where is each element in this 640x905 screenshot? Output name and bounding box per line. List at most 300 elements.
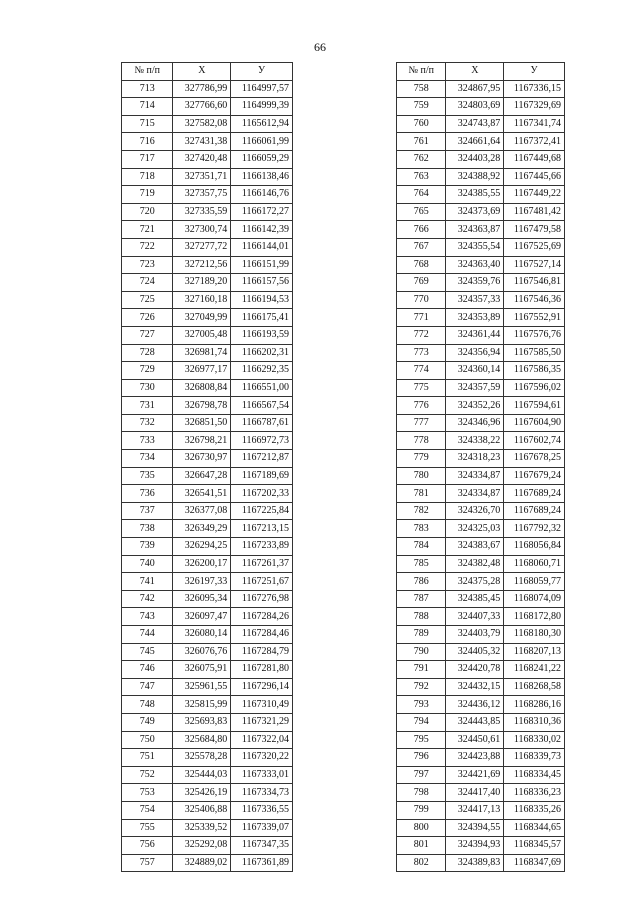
point-number-cell: 779 bbox=[397, 450, 446, 468]
point-number-cell: 790 bbox=[397, 643, 446, 661]
x-coordinate-cell: 325292,08 bbox=[173, 837, 231, 855]
x-coordinate-cell: 326294,25 bbox=[173, 538, 231, 556]
x-coordinate-cell: 325684,80 bbox=[173, 731, 231, 749]
point-number-cell: 741 bbox=[122, 573, 173, 591]
y-coordinate-cell: 1168056,84 bbox=[504, 538, 565, 556]
table-row bbox=[397, 133, 565, 151]
x-coordinate-cell: 324338,22 bbox=[446, 432, 504, 450]
y-coordinate-cell: 1164997,57 bbox=[231, 80, 293, 98]
coordinates-table-right bbox=[396, 62, 565, 872]
table-row bbox=[397, 678, 565, 696]
x-coordinate-cell: 324423,88 bbox=[446, 749, 504, 767]
table-row bbox=[122, 661, 293, 679]
y-coordinate-cell: 1167213,15 bbox=[231, 520, 293, 538]
x-coordinate-cell: 324325,03 bbox=[446, 520, 504, 538]
x-coordinate-cell: 324385,55 bbox=[446, 186, 504, 204]
y-coordinate-cell: 1168286,16 bbox=[504, 696, 565, 714]
table-row bbox=[122, 450, 293, 468]
point-number-cell: 734 bbox=[122, 450, 173, 468]
header-number: № п/п bbox=[122, 63, 173, 81]
y-coordinate-cell: 1168268,58 bbox=[504, 678, 565, 696]
y-coordinate-cell: 1167689,24 bbox=[504, 485, 565, 503]
x-coordinate-cell: 326798,21 bbox=[173, 432, 231, 450]
y-coordinate-cell: 1167449,68 bbox=[504, 150, 565, 168]
y-coordinate-cell: 1168339,73 bbox=[504, 749, 565, 767]
table-row bbox=[397, 837, 565, 855]
x-coordinate-cell: 324743,87 bbox=[446, 115, 504, 133]
x-coordinate-cell: 324407,33 bbox=[446, 608, 504, 626]
point-number-cell: 786 bbox=[397, 573, 446, 591]
point-number-cell: 795 bbox=[397, 731, 446, 749]
y-coordinate-cell: 1168334,45 bbox=[504, 766, 565, 784]
table-row bbox=[122, 819, 293, 837]
x-coordinate-cell: 324421,69 bbox=[446, 766, 504, 784]
point-number-cell: 787 bbox=[397, 590, 446, 608]
x-coordinate-cell: 327335,59 bbox=[173, 203, 231, 221]
point-number-cell: 772 bbox=[397, 326, 446, 344]
point-number-cell: 744 bbox=[122, 626, 173, 644]
x-coordinate-cell: 326349,29 bbox=[173, 520, 231, 538]
x-coordinate-cell: 324353,89 bbox=[446, 309, 504, 327]
y-coordinate-cell: 1166175,41 bbox=[231, 309, 293, 327]
x-coordinate-cell: 327212,56 bbox=[173, 256, 231, 274]
x-coordinate-cell: 325815,99 bbox=[173, 696, 231, 714]
y-coordinate-cell: 1167552,91 bbox=[504, 309, 565, 327]
y-coordinate-cell: 1167310,49 bbox=[231, 696, 293, 714]
y-coordinate-cell: 1167336,15 bbox=[504, 80, 565, 98]
x-coordinate-cell: 327431,38 bbox=[173, 133, 231, 151]
x-coordinate-cell: 327189,20 bbox=[173, 274, 231, 292]
table-row bbox=[397, 274, 565, 292]
y-coordinate-cell: 1167281,80 bbox=[231, 661, 293, 679]
table-row bbox=[122, 362, 293, 380]
x-coordinate-cell: 324375,28 bbox=[446, 573, 504, 591]
point-number-cell: 764 bbox=[397, 186, 446, 204]
x-coordinate-cell: 326075,91 bbox=[173, 661, 231, 679]
point-number-cell: 759 bbox=[397, 98, 446, 116]
table-row bbox=[122, 414, 293, 432]
point-number-cell: 751 bbox=[122, 749, 173, 767]
point-number-cell: 715 bbox=[122, 115, 173, 133]
header-number: № п/п bbox=[397, 63, 446, 81]
table-row bbox=[122, 749, 293, 767]
point-number-cell: 796 bbox=[397, 749, 446, 767]
table-row bbox=[397, 98, 565, 116]
y-coordinate-cell: 1167225,84 bbox=[231, 502, 293, 520]
table-row bbox=[122, 731, 293, 749]
point-number-cell: 727 bbox=[122, 326, 173, 344]
y-coordinate-cell: 1166292,35 bbox=[231, 362, 293, 380]
table-row bbox=[397, 238, 565, 256]
x-coordinate-cell: 327357,75 bbox=[173, 186, 231, 204]
point-number-cell: 729 bbox=[122, 362, 173, 380]
x-coordinate-cell: 325426,19 bbox=[173, 784, 231, 802]
y-coordinate-cell: 1168336,23 bbox=[504, 784, 565, 802]
x-coordinate-cell: 324403,28 bbox=[446, 150, 504, 168]
x-coordinate-cell: 324326,70 bbox=[446, 502, 504, 520]
point-number-cell: 733 bbox=[122, 432, 173, 450]
y-coordinate-cell: 1167546,81 bbox=[504, 274, 565, 292]
table-row bbox=[397, 379, 565, 397]
y-coordinate-cell: 1167261,37 bbox=[231, 555, 293, 573]
table-row bbox=[397, 713, 565, 731]
x-coordinate-cell: 324436,12 bbox=[446, 696, 504, 714]
point-number-cell: 735 bbox=[122, 467, 173, 485]
x-coordinate-cell: 324417,40 bbox=[446, 784, 504, 802]
point-number-cell: 783 bbox=[397, 520, 446, 538]
table-row bbox=[397, 467, 565, 485]
point-number-cell: 716 bbox=[122, 133, 173, 151]
x-coordinate-cell: 326076,76 bbox=[173, 643, 231, 661]
y-coordinate-cell: 1167449,22 bbox=[504, 186, 565, 204]
y-coordinate-cell: 1167284,26 bbox=[231, 608, 293, 626]
table-row bbox=[397, 608, 565, 626]
x-coordinate-cell: 325406,88 bbox=[173, 801, 231, 819]
y-coordinate-cell: 1167525,69 bbox=[504, 238, 565, 256]
table-row bbox=[122, 555, 293, 573]
table-row bbox=[122, 784, 293, 802]
table-row bbox=[122, 678, 293, 696]
y-coordinate-cell: 1168060,71 bbox=[504, 555, 565, 573]
x-coordinate-cell: 327420,48 bbox=[173, 150, 231, 168]
y-coordinate-cell: 1166138,46 bbox=[231, 168, 293, 186]
point-number-cell: 758 bbox=[397, 80, 446, 98]
x-coordinate-cell: 324388,92 bbox=[446, 168, 504, 186]
point-number-cell: 739 bbox=[122, 538, 173, 556]
point-number-cell: 757 bbox=[122, 854, 173, 872]
table-row bbox=[397, 362, 565, 380]
y-coordinate-cell: 1166193,59 bbox=[231, 326, 293, 344]
point-number-cell: 747 bbox=[122, 678, 173, 696]
y-coordinate-cell: 1167321,29 bbox=[231, 713, 293, 731]
table-row bbox=[122, 291, 293, 309]
y-coordinate-cell: 1167586,35 bbox=[504, 362, 565, 380]
y-coordinate-cell: 1167212,87 bbox=[231, 450, 293, 468]
table-row bbox=[122, 538, 293, 556]
y-coordinate-cell: 1168180,30 bbox=[504, 626, 565, 644]
table-row bbox=[397, 696, 565, 714]
header-y: У bbox=[504, 63, 565, 81]
y-coordinate-cell: 1167679,24 bbox=[504, 467, 565, 485]
table-row bbox=[122, 238, 293, 256]
x-coordinate-cell: 326377,08 bbox=[173, 502, 231, 520]
point-number-cell: 745 bbox=[122, 643, 173, 661]
x-coordinate-cell: 327300,74 bbox=[173, 221, 231, 239]
y-coordinate-cell: 1167322,04 bbox=[231, 731, 293, 749]
x-coordinate-cell: 324318,23 bbox=[446, 450, 504, 468]
point-number-cell: 754 bbox=[122, 801, 173, 819]
point-number-cell: 756 bbox=[122, 837, 173, 855]
y-coordinate-cell: 1166157,56 bbox=[231, 274, 293, 292]
table-row bbox=[122, 590, 293, 608]
x-coordinate-cell: 326977,17 bbox=[173, 362, 231, 380]
x-coordinate-cell: 326851,50 bbox=[173, 414, 231, 432]
header-x: Х bbox=[173, 63, 231, 81]
point-number-cell: 726 bbox=[122, 309, 173, 327]
table-row bbox=[122, 713, 293, 731]
point-number-cell: 742 bbox=[122, 590, 173, 608]
y-coordinate-cell: 1166567,54 bbox=[231, 397, 293, 415]
y-coordinate-cell: 1168074,09 bbox=[504, 590, 565, 608]
x-coordinate-cell: 327351,71 bbox=[173, 168, 231, 186]
y-coordinate-cell: 1166972,73 bbox=[231, 432, 293, 450]
y-coordinate-cell: 1167189,69 bbox=[231, 467, 293, 485]
y-coordinate-cell: 1167284,79 bbox=[231, 643, 293, 661]
y-coordinate-cell: 1167576,76 bbox=[504, 326, 565, 344]
y-coordinate-cell: 1168059,77 bbox=[504, 573, 565, 591]
table-row bbox=[397, 115, 565, 133]
y-coordinate-cell: 1167372,41 bbox=[504, 133, 565, 151]
x-coordinate-cell: 324420,78 bbox=[446, 661, 504, 679]
point-number-cell: 731 bbox=[122, 397, 173, 415]
table-row bbox=[122, 573, 293, 591]
x-coordinate-cell: 326080,14 bbox=[173, 626, 231, 644]
table-row bbox=[397, 819, 565, 837]
y-coordinate-cell: 1167585,50 bbox=[504, 344, 565, 362]
x-coordinate-cell: 327582,08 bbox=[173, 115, 231, 133]
x-coordinate-cell: 324383,67 bbox=[446, 538, 504, 556]
x-coordinate-cell: 327277,72 bbox=[173, 238, 231, 256]
y-coordinate-cell: 1167347,35 bbox=[231, 837, 293, 855]
y-coordinate-cell: 1167596,02 bbox=[504, 379, 565, 397]
x-coordinate-cell: 324334,87 bbox=[446, 485, 504, 503]
point-number-cell: 784 bbox=[397, 538, 446, 556]
y-coordinate-cell: 1167296,14 bbox=[231, 678, 293, 696]
point-number-cell: 797 bbox=[397, 766, 446, 784]
table-row bbox=[397, 309, 565, 327]
x-coordinate-cell: 326197,33 bbox=[173, 573, 231, 591]
table-row bbox=[397, 168, 565, 186]
y-coordinate-cell: 1167678,25 bbox=[504, 450, 565, 468]
y-coordinate-cell: 1167361,89 bbox=[231, 854, 293, 872]
point-number-cell: 765 bbox=[397, 203, 446, 221]
y-coordinate-cell: 1167481,42 bbox=[504, 203, 565, 221]
table-row bbox=[397, 291, 565, 309]
x-coordinate-cell: 324363,40 bbox=[446, 256, 504, 274]
table-row bbox=[397, 326, 565, 344]
x-coordinate-cell: 324389,83 bbox=[446, 854, 504, 872]
point-number-cell: 773 bbox=[397, 344, 446, 362]
y-coordinate-cell: 1167546,36 bbox=[504, 291, 565, 309]
x-coordinate-cell: 327005,48 bbox=[173, 326, 231, 344]
point-number-cell: 791 bbox=[397, 661, 446, 679]
table-row bbox=[122, 837, 293, 855]
point-number-cell: 768 bbox=[397, 256, 446, 274]
x-coordinate-cell: 324357,59 bbox=[446, 379, 504, 397]
table-row bbox=[397, 555, 565, 573]
table-row bbox=[397, 344, 565, 362]
table-row bbox=[122, 502, 293, 520]
table-row bbox=[397, 784, 565, 802]
y-coordinate-cell: 1167594,61 bbox=[504, 397, 565, 415]
x-coordinate-cell: 325578,28 bbox=[173, 749, 231, 767]
x-coordinate-cell: 324867,95 bbox=[446, 80, 504, 98]
point-number-cell: 781 bbox=[397, 485, 446, 503]
point-number-cell: 801 bbox=[397, 837, 446, 855]
y-coordinate-cell: 1165612,94 bbox=[231, 115, 293, 133]
table-row bbox=[122, 274, 293, 292]
point-number-cell: 785 bbox=[397, 555, 446, 573]
point-number-cell: 802 bbox=[397, 854, 446, 872]
point-number-cell: 740 bbox=[122, 555, 173, 573]
x-coordinate-cell: 326095,34 bbox=[173, 590, 231, 608]
point-number-cell: 799 bbox=[397, 801, 446, 819]
x-coordinate-cell: 324361,44 bbox=[446, 326, 504, 344]
point-number-cell: 737 bbox=[122, 502, 173, 520]
y-coordinate-cell: 1167527,14 bbox=[504, 256, 565, 274]
x-coordinate-cell: 326200,17 bbox=[173, 555, 231, 573]
x-coordinate-cell: 326647,28 bbox=[173, 467, 231, 485]
table-row bbox=[122, 608, 293, 626]
point-number-cell: 777 bbox=[397, 414, 446, 432]
x-coordinate-cell: 325444,03 bbox=[173, 766, 231, 784]
y-coordinate-cell: 1166144,01 bbox=[231, 238, 293, 256]
point-number-cell: 769 bbox=[397, 274, 446, 292]
table-row bbox=[397, 221, 565, 239]
table-row bbox=[122, 344, 293, 362]
x-coordinate-cell: 324360,14 bbox=[446, 362, 504, 380]
x-coordinate-cell: 324889,02 bbox=[173, 854, 231, 872]
y-coordinate-cell: 1167276,98 bbox=[231, 590, 293, 608]
table-row bbox=[122, 766, 293, 784]
x-coordinate-cell: 327160,18 bbox=[173, 291, 231, 309]
y-coordinate-cell: 1167792,32 bbox=[504, 520, 565, 538]
x-coordinate-cell: 324450,61 bbox=[446, 731, 504, 749]
y-coordinate-cell: 1166172,27 bbox=[231, 203, 293, 221]
x-coordinate-cell: 326808,84 bbox=[173, 379, 231, 397]
point-number-cell: 713 bbox=[122, 80, 173, 98]
point-number-cell: 728 bbox=[122, 344, 173, 362]
y-coordinate-cell: 1168241,22 bbox=[504, 661, 565, 679]
table-row bbox=[397, 590, 565, 608]
table-row bbox=[122, 203, 293, 221]
x-coordinate-cell: 324432,15 bbox=[446, 678, 504, 696]
point-number-cell: 719 bbox=[122, 186, 173, 204]
point-number-cell: 775 bbox=[397, 379, 446, 397]
table-row bbox=[397, 731, 565, 749]
point-number-cell: 755 bbox=[122, 819, 173, 837]
x-coordinate-cell: 324373,69 bbox=[446, 203, 504, 221]
point-number-cell: 798 bbox=[397, 784, 446, 802]
table-row bbox=[122, 256, 293, 274]
point-number-cell: 718 bbox=[122, 168, 173, 186]
point-number-cell: 730 bbox=[122, 379, 173, 397]
x-coordinate-cell: 324346,96 bbox=[446, 414, 504, 432]
x-coordinate-cell: 325693,83 bbox=[173, 713, 231, 731]
x-coordinate-cell: 326981,74 bbox=[173, 344, 231, 362]
table-row bbox=[122, 168, 293, 186]
point-number-cell: 760 bbox=[397, 115, 446, 133]
y-coordinate-cell: 1167339,07 bbox=[231, 819, 293, 837]
point-number-cell: 720 bbox=[122, 203, 173, 221]
y-coordinate-cell: 1168345,57 bbox=[504, 837, 565, 855]
y-coordinate-cell: 1166142,39 bbox=[231, 221, 293, 239]
table-row bbox=[122, 133, 293, 151]
y-coordinate-cell: 1168344,65 bbox=[504, 819, 565, 837]
table-row bbox=[122, 80, 293, 98]
table-row bbox=[397, 432, 565, 450]
y-coordinate-cell: 1168310,36 bbox=[504, 713, 565, 731]
table-row bbox=[122, 115, 293, 133]
y-coordinate-cell: 1166146,76 bbox=[231, 186, 293, 204]
x-coordinate-cell: 324382,48 bbox=[446, 555, 504, 573]
table-row bbox=[122, 98, 293, 116]
table-row bbox=[397, 203, 565, 221]
point-number-cell: 792 bbox=[397, 678, 446, 696]
point-number-cell: 748 bbox=[122, 696, 173, 714]
point-number-cell: 794 bbox=[397, 713, 446, 731]
x-coordinate-cell: 327049,99 bbox=[173, 309, 231, 327]
point-number-cell: 800 bbox=[397, 819, 446, 837]
y-coordinate-cell: 1167333,01 bbox=[231, 766, 293, 784]
coordinates-table-left bbox=[121, 62, 293, 872]
x-coordinate-cell: 324394,55 bbox=[446, 819, 504, 837]
x-coordinate-cell: 325339,52 bbox=[173, 819, 231, 837]
x-coordinate-cell: 324359,76 bbox=[446, 274, 504, 292]
y-coordinate-cell: 1166787,61 bbox=[231, 414, 293, 432]
point-number-cell: 732 bbox=[122, 414, 173, 432]
table-row bbox=[397, 414, 565, 432]
point-number-cell: 762 bbox=[397, 150, 446, 168]
y-coordinate-cell: 1166061,99 bbox=[231, 133, 293, 151]
point-number-cell: 778 bbox=[397, 432, 446, 450]
x-coordinate-cell: 324356,94 bbox=[446, 344, 504, 362]
table-row bbox=[122, 221, 293, 239]
table-row bbox=[397, 150, 565, 168]
y-coordinate-cell: 1166151,99 bbox=[231, 256, 293, 274]
table-row bbox=[122, 854, 293, 872]
point-number-cell: 770 bbox=[397, 291, 446, 309]
y-coordinate-cell: 1166551,00 bbox=[231, 379, 293, 397]
y-coordinate-cell: 1166194,53 bbox=[231, 291, 293, 309]
y-coordinate-cell: 1168330,02 bbox=[504, 731, 565, 749]
x-coordinate-cell: 327786,99 bbox=[173, 80, 231, 98]
point-number-cell: 722 bbox=[122, 238, 173, 256]
y-coordinate-cell: 1168335,26 bbox=[504, 801, 565, 819]
table-row bbox=[397, 661, 565, 679]
table-row bbox=[122, 186, 293, 204]
point-number-cell: 750 bbox=[122, 731, 173, 749]
point-number-cell: 753 bbox=[122, 784, 173, 802]
table-row bbox=[122, 150, 293, 168]
table-row bbox=[397, 573, 565, 591]
point-number-cell: 767 bbox=[397, 238, 446, 256]
table-row bbox=[397, 80, 565, 98]
table-row bbox=[397, 801, 565, 819]
y-coordinate-cell: 1164999,39 bbox=[231, 98, 293, 116]
x-coordinate-cell: 324352,26 bbox=[446, 397, 504, 415]
point-number-cell: 761 bbox=[397, 133, 446, 151]
y-coordinate-cell: 1168172,80 bbox=[504, 608, 565, 626]
table-row bbox=[122, 626, 293, 644]
point-number-cell: 789 bbox=[397, 626, 446, 644]
point-number-cell: 725 bbox=[122, 291, 173, 309]
point-number-cell: 717 bbox=[122, 150, 173, 168]
point-number-cell: 780 bbox=[397, 467, 446, 485]
y-coordinate-cell: 1167604,90 bbox=[504, 414, 565, 432]
y-coordinate-cell: 1167336,55 bbox=[231, 801, 293, 819]
x-coordinate-cell: 327766,60 bbox=[173, 98, 231, 116]
table-row bbox=[122, 643, 293, 661]
table-row bbox=[122, 801, 293, 819]
y-coordinate-cell: 1166202,31 bbox=[231, 344, 293, 362]
x-coordinate-cell: 324443,85 bbox=[446, 713, 504, 731]
point-number-cell: 752 bbox=[122, 766, 173, 784]
x-coordinate-cell: 324803,69 bbox=[446, 98, 504, 116]
x-coordinate-cell: 324394,93 bbox=[446, 837, 504, 855]
header-x: Х bbox=[446, 63, 504, 81]
table-row bbox=[122, 467, 293, 485]
